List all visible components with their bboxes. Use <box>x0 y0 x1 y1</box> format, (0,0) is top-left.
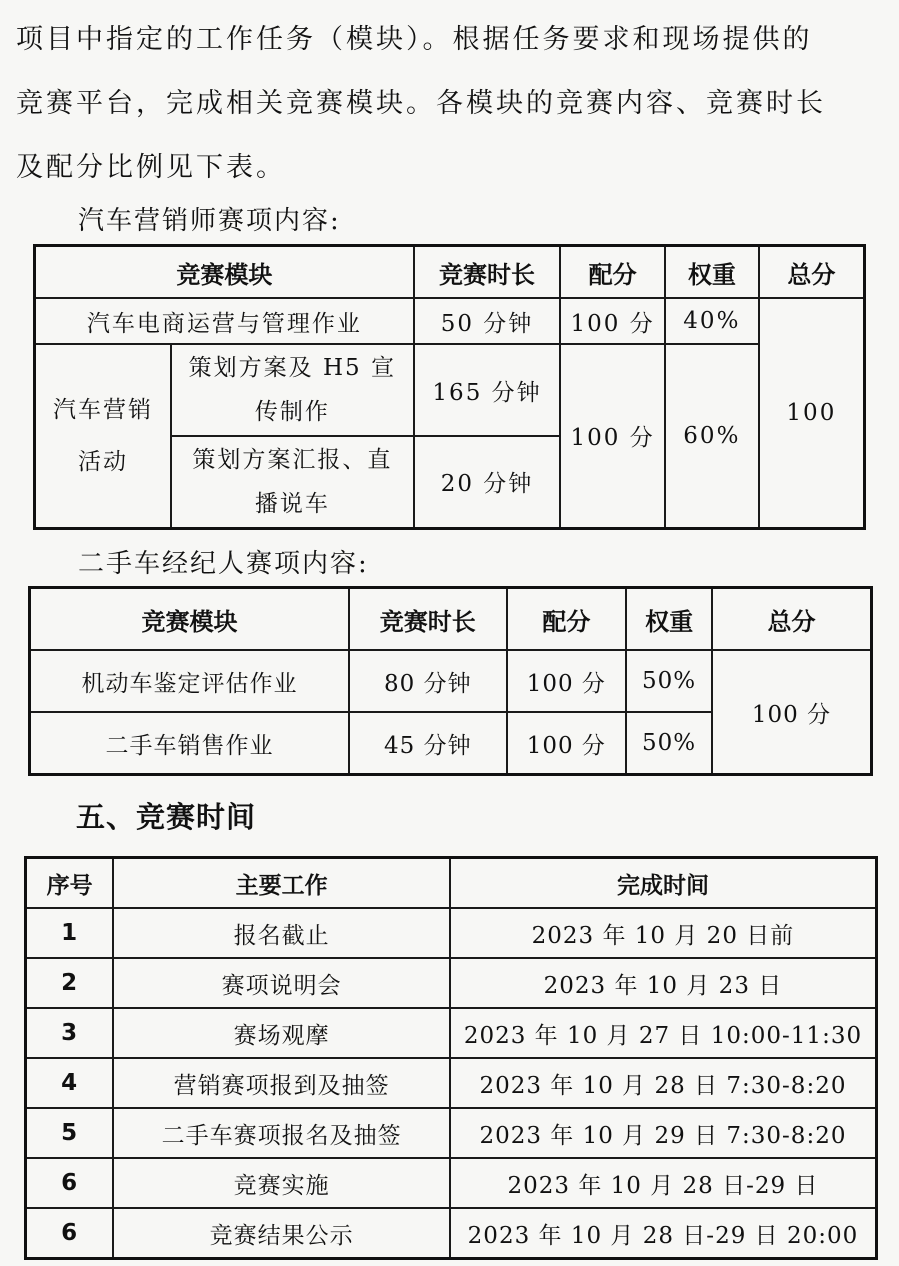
group-name-cell <box>35 344 171 528</box>
submodule-cell <box>171 436 414 528</box>
schedule-table <box>24 856 878 1260</box>
header-task: 主要工作 <box>113 858 450 909</box>
header-total: 总分 <box>712 588 872 651</box>
duration-cell: 20 分钟 <box>414 436 560 528</box>
time-cell: 2023 年 10 月 28 日-29 日 <box>450 1158 877 1208</box>
intro-line-3: 及配分比例见下表。 <box>16 152 286 183</box>
duration-cell: 165 分钟 <box>414 344 560 436</box>
task-cell: 报名截止 <box>113 908 450 958</box>
header-module: 竞赛模块 <box>30 588 350 651</box>
score-cell: 100 分 <box>507 650 627 712</box>
section-heading-schedule: 五、竞赛时间 <box>76 800 257 834</box>
header-score: 配分 <box>507 588 627 651</box>
score-cell: 100 分 <box>560 298 665 344</box>
time-cell: 2023 年 10 月 29 日 7:30-8:20 <box>450 1108 877 1158</box>
task-cell: 营销赛项报到及抽签 <box>113 1058 450 1108</box>
marketing-table-caption: 汽车营销师赛项内容: <box>78 206 341 236</box>
row-number: 2 <box>26 958 114 1008</box>
weight-cell: 50% <box>626 712 712 775</box>
duration-cell: 80 分钟 <box>349 650 506 712</box>
table-row <box>35 298 865 344</box>
intro-line-2: 竞赛平台，完成相关竞赛模块。各模块的竞赛内容、竞赛时长 <box>16 88 826 119</box>
table-row <box>26 908 877 958</box>
weight-cell: 60% <box>665 344 759 528</box>
task-cell: 竞赛实施 <box>113 1158 450 1208</box>
table-row <box>26 958 877 1008</box>
table-row <box>26 1058 877 1108</box>
task-cell: 二手车赛项报名及抽签 <box>113 1108 450 1158</box>
row-number: 1 <box>26 908 114 958</box>
group-name-line-2: 活动 <box>77 448 128 475</box>
intro-line-1: 项目中指定的工作任务（模块）。根据任务要求和现场提供的 <box>16 24 813 55</box>
submodule-line-2: 播说车 <box>254 490 330 517</box>
header-no: 序号 <box>26 858 114 909</box>
row-number: 4 <box>26 1058 114 1108</box>
row-number: 5 <box>26 1108 114 1158</box>
submodule-line-1: 策划方案及 H5 宣 <box>188 355 396 381</box>
time-cell: 2023 年 10 月 20 日前 <box>450 908 877 958</box>
header-duration: 竞赛时长 <box>414 246 560 299</box>
group-name-line-1: 汽车营销 <box>52 396 153 423</box>
used-car-table <box>28 586 873 776</box>
score-cell: 100 分 <box>560 344 665 528</box>
header-time: 完成时间 <box>450 858 877 909</box>
submodule-cell <box>171 344 414 436</box>
total-cell: 100 <box>759 298 865 528</box>
header-total: 总分 <box>759 246 865 299</box>
header-weight: 权重 <box>626 588 712 651</box>
table-row <box>30 650 872 712</box>
table-header-row <box>35 246 865 299</box>
module-cell: 机动车鉴定评估作业 <box>30 650 350 712</box>
header-weight: 权重 <box>665 246 759 299</box>
used-car-table-caption: 二手车经纪人赛项内容: <box>78 549 369 579</box>
header-duration: 竞赛时长 <box>349 588 506 651</box>
submodule-line-2: 传制作 <box>254 399 330 425</box>
row-number: 6 <box>26 1158 114 1208</box>
task-cell: 赛项说明会 <box>113 958 450 1008</box>
submodule-line-1: 策划方案汇报、直 <box>192 446 393 473</box>
time-cell: 2023 年 10 月 28 日-29 日 20:00 <box>450 1208 877 1259</box>
score-cell: 100 分 <box>507 712 627 775</box>
task-cell: 竞赛结果公示 <box>113 1208 450 1259</box>
table-row <box>26 1158 877 1208</box>
table-header-row <box>26 858 877 909</box>
weight-cell: 40% <box>665 298 759 344</box>
table-header-row <box>30 588 872 651</box>
row-number: 3 <box>26 1008 114 1058</box>
table-row <box>35 344 865 436</box>
table-row <box>26 1108 877 1158</box>
time-cell: 2023 年 10 月 28 日 7:30-8:20 <box>450 1058 877 1108</box>
duration-cell: 50 分钟 <box>414 298 560 344</box>
module-cell: 汽车电商运营与管理作业 <box>35 298 414 344</box>
total-cell: 100 分 <box>712 650 872 775</box>
time-cell: 2023 年 10 月 23 日 <box>450 958 877 1008</box>
header-module: 竞赛模块 <box>35 246 414 299</box>
duration-cell: 45 分钟 <box>349 712 506 775</box>
weight-cell: 50% <box>626 650 712 712</box>
module-cell: 二手车销售作业 <box>30 712 350 775</box>
table-row <box>26 1008 877 1058</box>
time-cell: 2023 年 10 月 27 日 10:00-11:30 <box>450 1008 877 1058</box>
header-score: 配分 <box>560 246 665 299</box>
row-number: 6 <box>26 1208 114 1259</box>
marketing-table <box>33 244 866 530</box>
task-cell: 赛场观摩 <box>113 1008 450 1058</box>
table-row <box>26 1208 877 1259</box>
